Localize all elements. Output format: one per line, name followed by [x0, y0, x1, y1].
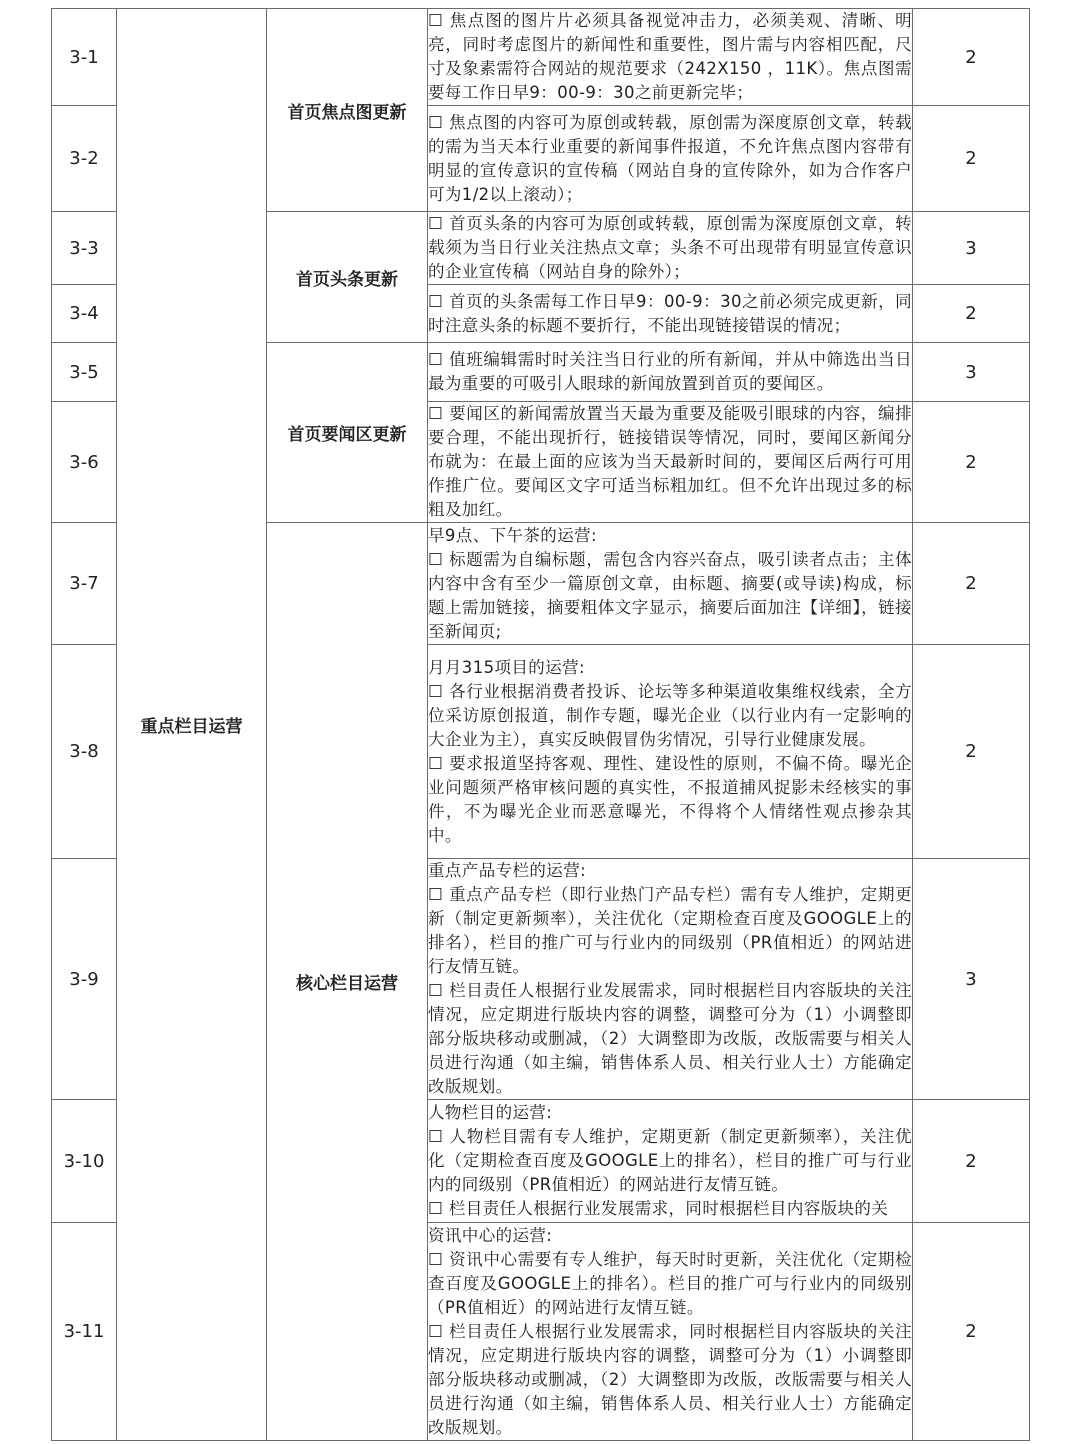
subsection-label: 核心栏目运营 — [267, 523, 428, 1441]
content-line: ☐ 焦点图的内容可为原创或转载，原创需为深度原创文章，转载的需为当天本行业重要的新闻事件报道，不允许焦点图内容带有明显的宣传意识的宣传稿（网站自身的宣传除外，如为合作客户可为1/2以上滚动）； — [428, 112, 912, 204]
row-id: 3-9 — [52, 859, 117, 1100]
row-score: 2 — [913, 1223, 1030, 1441]
row-content — [428, 645, 913, 859]
row-id: 3-7 — [52, 523, 117, 645]
content-line: ☐ 资讯中心需要有专人维护，每天时时更新，关注优化（定期检查百度及GOOGLE上的排名）。栏目的推广可与行业内的同级别（PR值相近）的网站进行友情互链。 — [428, 1249, 912, 1317]
row-id: 3-11 — [52, 1223, 117, 1441]
row-content — [428, 402, 913, 523]
content-line: ☐ 栏目责任人根据行业发展需求，同时根据栏目内容版块的关 — [428, 1199, 889, 1218]
subsection-label: 首页头条更新 — [267, 212, 428, 343]
operations-table — [51, 8, 1030, 1441]
content-line: 人物栏目的运营: — [428, 1103, 553, 1122]
subsection-label: 首页要闻区更新 — [267, 343, 428, 523]
row-score: 2 — [913, 106, 1030, 212]
content-line: ☐ 要闻区的新闻需放置当天最为重要及能吸引眼球的内容，编排要合理，不能出现折行，链接错误等情况，同时，要闻区新闻分布就为：在最上面的应该为当天最新时间的，要闻区后两行可用作推广位。要闻区文字可适当标粗加红。但不允许出现过多的标粗及加红。 — [428, 404, 912, 519]
row-content — [428, 1223, 913, 1441]
category-label: 重点栏目运营 — [117, 9, 267, 1441]
row-content — [428, 9, 913, 106]
subsection-label: 首页焦点图更新 — [267, 9, 428, 212]
row-id: 3-5 — [52, 343, 117, 402]
row-id: 3-1 — [52, 9, 117, 106]
row-score: 3 — [913, 343, 1030, 402]
row-content — [428, 106, 913, 212]
row-content — [428, 859, 913, 1100]
row-content — [428, 212, 913, 285]
row-content — [428, 523, 913, 645]
row-score: 2 — [913, 285, 1030, 343]
content-line: 月月315项目的运营: — [428, 657, 585, 677]
row-id: 3-8 — [52, 645, 117, 859]
content-line: ☐ 各行业根据消费者投诉、论坛等多种渠道收集维权线索，全方位采访原创报道，制作专题，曝光企业（以行业内有一定影响的大企业为主），真实反映假冒伪劣情况，引导行业健康发展。 — [428, 681, 912, 749]
content-line: 重点产品专栏的运营: — [428, 861, 587, 880]
row-id: 3-2 — [52, 106, 117, 212]
content-line: ☐ 人物栏目需有专人维护，定期更新（制定更新频率），关注优化（定期检查百度及GOOGLE上的排名），栏目的推广可与行业内的同级别（PR值相近）的网站进行友情互链。 — [428, 1127, 912, 1194]
content-line: ☐ 栏目责任人根据行业发展需求，同时根据栏目内容版块的关注情况，应定期进行版块内容的调整，调整可分为（1）小调整即部分版块移动或删减，（2）大调整即为改版，改版需要与相关人员进行沟通（如主编，销售体系人员、相关行业人士）方能确定改版规划。 — [428, 981, 912, 1096]
row-score: 2 — [913, 402, 1030, 523]
content-line: 早9点、下午茶的运营: — [428, 525, 597, 545]
content-line: ☐ 重点产品专栏（即行业热门产品专栏）需有专人维护，定期更新（制定更新频率），关注优化（定期检查百度及GOOGLE上的排名），栏目的推广可与行业内的同级别（PR值相近）的网站进行友情互链。 — [428, 885, 912, 976]
row-id: 3-10 — [52, 1100, 117, 1223]
row-id: 3-3 — [52, 212, 117, 285]
table-row — [52, 9, 1030, 106]
row-score: 2 — [913, 1100, 1030, 1223]
row-score: 3 — [913, 859, 1030, 1100]
content-line: ☐ 标题需为自编标题，需包含内容兴奋点，吸引读者点击；主体内容中含有至少一篇原创文章，由标题、摘要(或导读)构成，标题上需加链接，摘要粗体文字显示，摘要后面加注【详细】，链接至新闻页; — [428, 549, 912, 641]
content-line: ☐ 首页头条的内容可为原创或转载，原创需为深度原创文章，转载须为当日行业关注热点文章；头条不可出现带有明显宣传意识的企业宣传稿（网站自身的除外）； — [428, 214, 912, 281]
row-score: 2 — [913, 523, 1030, 645]
content-line: ☐ 首页的头条需每工作日早9：00-9：30之前必须完成更新，同时注意头条的标题不要折行，不能出现链接错误的情况； — [428, 291, 912, 335]
content-line: 资讯中心的运营: — [428, 1225, 553, 1245]
page-bottom-rule — [51, 1440, 1029, 1441]
row-score: 3 — [913, 212, 1030, 285]
row-id: 3-4 — [52, 285, 117, 343]
row-id: 3-6 — [52, 402, 117, 523]
content-line: ☐ 要求报道坚持客观、理性、建设性的原则，不偏不倚。曝光企业问题须严格审核问题的真实性，不报道捕风捉影未经核实的事件，不为曝光企业而恶意曝光，不得将个人情绪性观点掺杂其中。 — [428, 753, 912, 845]
row-content — [428, 1100, 913, 1223]
content-line: ☐ 栏目责任人根据行业发展需求，同时根据栏目内容版块的关注情况，应定期进行版块内容的调整，调整可分为（1）小调整即部分版块移动或删减，（2）大调整即为改版，改版需要与相关人员进行沟通（如主编，销售体系人员、相关行业人士）方能确定改版规划。 — [428, 1321, 912, 1437]
content-line: ☐ 焦点图的图片片必须具备视觉冲击力，必须美观、清晰、明亮，同时考虑图片的新闻性和重要性，图片需与内容相匹配，尺寸及象素需符合网站的规范要求（242X150 ，11K）。焦点图需要每工作日早9：00-9：30之前更新完毕； — [428, 11, 912, 102]
content-line: ☐ 值班编辑需时时关注当日行业的所有新闻，并从中筛选出当日最为重要的可吸引人眼球的新闻放置到首页的要闻区。 — [428, 350, 912, 393]
row-content — [428, 343, 913, 402]
row-score: 2 — [913, 9, 1030, 106]
row-score: 2 — [913, 645, 1030, 859]
row-content — [428, 285, 913, 343]
